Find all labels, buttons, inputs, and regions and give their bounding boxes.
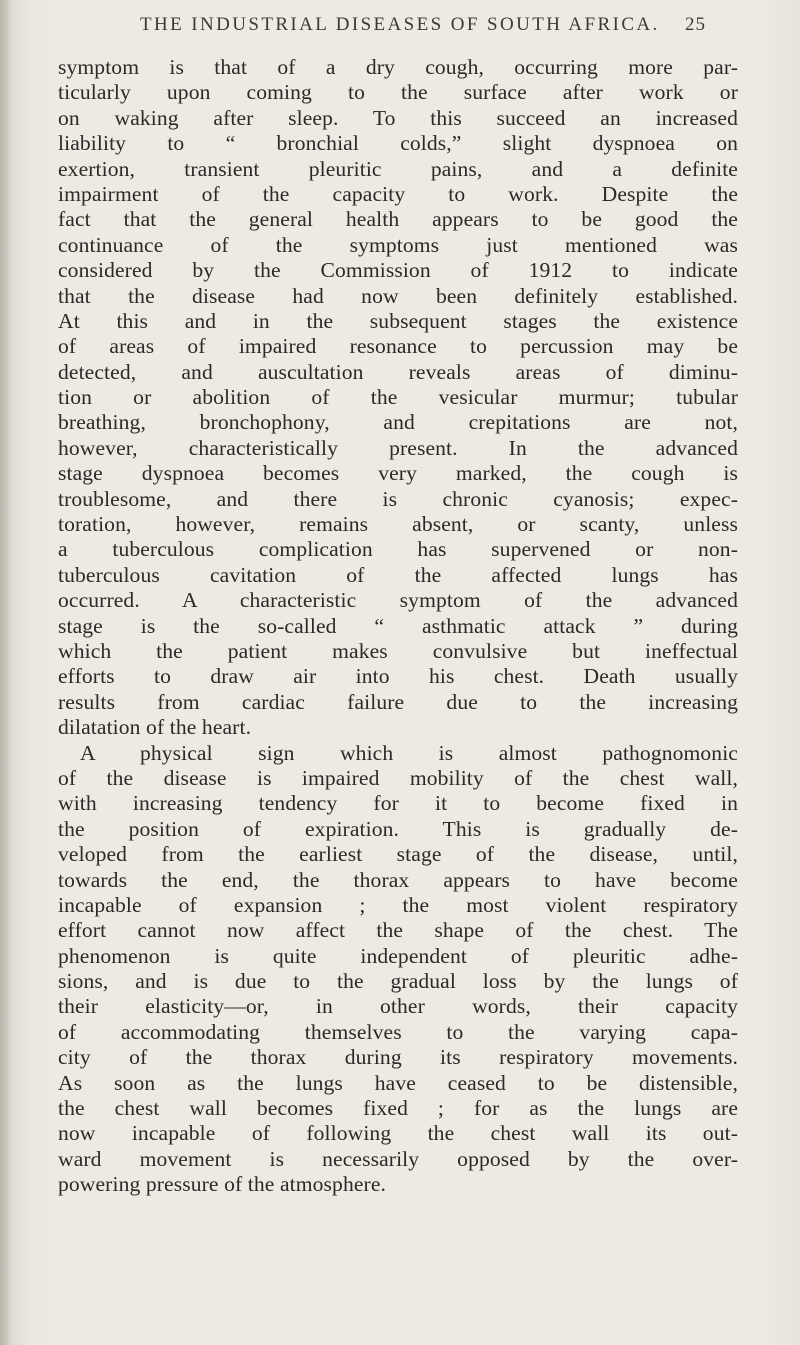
text-line: powering pressure of the atmosphere. [58,1172,387,1197]
text-line: impairment of the capacity to work. Despite the [58,181,738,206]
text-line: At this and in the subsequent stages the existence [58,308,738,333]
text-line: As soon as the lungs have ceased to be distensible, [58,1070,738,1095]
text-line: now incapable of following the chest wall its out- [58,1121,738,1146]
text-line: however, characteristically present. In the advanced [58,435,738,460]
text-line: the chest wall becomes fixed ; for as the lungs are [58,1096,738,1121]
text-line: of the disease is impaired mobility of the chest wall, [58,765,738,790]
text-line: with increasing tendency for it to become fixed in [58,791,738,816]
text-line: occurred. A characteristic symptom of the advanced [58,588,738,613]
page-gutter-shadow [0,0,12,1345]
text-line: stage dyspnoea becomes very marked, the cough is [58,461,738,486]
text-line: liability to “ bronchial colds,” slight dyspnoea on [58,131,738,156]
text-line: exertion, transient pleuritic pains, and a definite [58,156,738,181]
text-line: which the patient makes convulsive but ineffectual [58,638,738,663]
text-line: their elasticity—or, in other words, their capacity [58,994,738,1019]
text-line: sions, and is due to the gradual loss by the lungs of [58,969,738,994]
running-header-title: THE INDUSTRIAL DISEASES OF SOUTH AFRICA. [140,14,660,35]
text-line: phenomenon is quite independent of pleuritic adhe- [58,943,738,968]
page-number: 25 [685,14,706,35]
text-line: dilatation of the heart. [58,715,252,740]
text-line: of accommodating themselves to the varying capa- [58,1019,738,1044]
text-line: effort cannot now affect the shape of the chest. The [58,918,738,943]
text-line: tion or abolition of the vesicular murmur; tubular [58,385,738,410]
text-line: ward movement is necessarily opposed by the over- [58,1146,738,1171]
text-line: tuberculous cavitation of the affected lungs has [58,562,738,587]
text-line: efforts to draw air into his chest. Death usually [58,664,738,689]
text-line: continuance of the symptoms just mentioned was [58,232,738,257]
text-line: toration, however, remains absent, or scanty, unless [58,512,738,537]
text-line: A physical sign which is almost pathognomonic [80,740,738,765]
body-text [58,55,738,1198]
text-line: symptom is that of a dry cough, occurring more par- [58,55,738,79]
text-line: the position of expiration. This is gradually de- [58,816,738,841]
text-line: results from cardiac failure due to the increasing [58,689,738,714]
text-line: towards the end, the thorax appears to have become [58,867,738,892]
running-header [140,14,740,36]
text-line: troublesome, and there is chronic cyanosis; expec- [58,486,738,511]
text-line: on waking after sleep. To this succeed an increased [58,105,738,130]
text-line: that the disease had now been definitely established. [58,283,738,308]
text-line: city of the thorax during its respiratory movements. [58,1045,738,1070]
text-line: breathing, bronchophony, and crepitations are not, [58,410,738,435]
text-line: detected, and auscultation reveals areas of diminu- [58,359,738,384]
text-line: considered by the Commission of 1912 to indicate [58,258,738,283]
text-line: of areas of impaired resonance to percussion may be [58,334,738,359]
text-line: veloped from the earliest stage of the disease, until, [58,842,738,867]
text-line: ticularly upon coming to the surface after work or [58,80,738,105]
text-line: fact that the general health appears to be good the [58,207,738,232]
text-line: a tuberculous complication has supervened or non- [58,537,738,562]
text-line: stage is the so-called “ asthmatic attack ” during [58,613,738,638]
text-line: incapable of expansion ; the most violent respiratory [58,892,738,917]
